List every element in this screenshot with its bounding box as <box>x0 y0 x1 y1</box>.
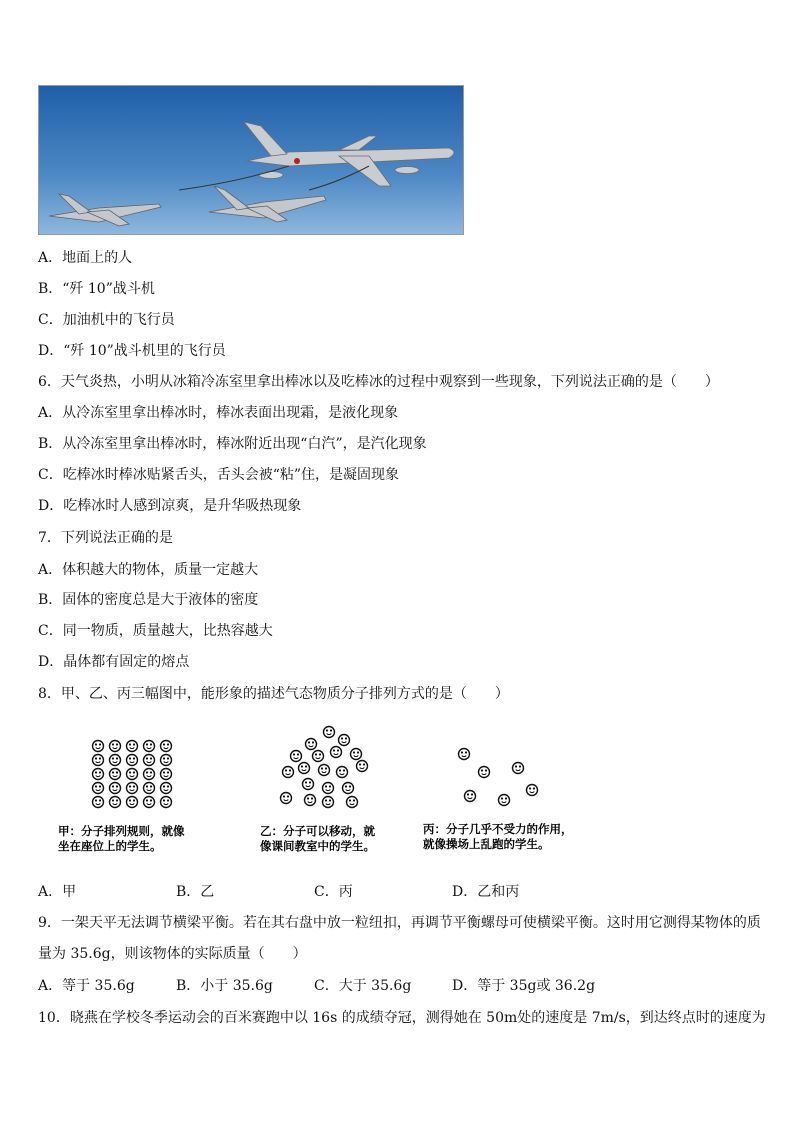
molecule-liquid <box>323 797 334 808</box>
q9-option-d: D．等于 35g或 36.2g <box>452 978 596 994</box>
molecule-liquid <box>313 751 324 762</box>
q10-stem-line1: 10．晓燕在学校冬季运动会的百米赛跑中以 16s 的成绩夺冠，测得她在 50m处的速度是 7m/s，到达终点时的速度为 <box>38 1010 766 1026</box>
caption-bing-line1: 丙：分子几乎不受力的作用， <box>423 822 573 836</box>
q8-option-c: C．丙 <box>314 884 353 900</box>
q6-option-c: C．吃棒冰时棒冰贴紧舌头，舌头会被“粘”住，是凝固现象 <box>38 467 400 483</box>
molecule-liquid <box>331 747 342 758</box>
molecule-liquid <box>283 767 294 778</box>
q7-stem: 7．下列说法正确的是 <box>38 530 173 546</box>
molecule-solid <box>127 797 138 808</box>
q5-option-d: D．“歼 10”战斗机里的飞行员 <box>38 343 226 359</box>
caption-yi-line1: 乙：分子可以移动，就 <box>260 824 375 838</box>
molecule-liquid <box>347 797 358 808</box>
q9-stem-line1: 9．一架天平无法调节横梁平衡。若在其右盘中放一粒纽扣，再调节平衡螺母可使横梁平衡。这时用它测得某物体的质 <box>38 915 761 931</box>
q6-option-d: D．吃棒冰时人感到凉爽，是升华吸热现象 <box>38 498 302 514</box>
q7-option-a: A．体积越大的物体，质量一定越大 <box>38 562 259 578</box>
molecule-liquid <box>319 765 330 776</box>
molecule-diagrams <box>56 722 586 817</box>
molecule-solid <box>161 769 172 780</box>
molecule-liquid <box>306 739 317 750</box>
caption-bing-line2: 就像操场上乱跑的学生。 <box>423 837 550 851</box>
q9-option-a: A．等于 35.6g <box>38 978 135 994</box>
molecule-liquid <box>305 795 316 806</box>
molecule-liquid <box>303 779 314 790</box>
molecule-solid <box>127 769 138 780</box>
molecule-gas <box>465 791 476 802</box>
molecule-solid <box>127 741 138 752</box>
q5-option-c: C．加油机中的飞行员 <box>38 312 175 328</box>
molecule-liquid <box>357 761 368 772</box>
aerial-refueling-photo <box>38 85 464 235</box>
molecule-liquid <box>299 763 310 774</box>
q8-stem: 8．甲、乙、丙三幅图中，能形象的描述气态物质分子排列方式的是（ ） <box>38 686 509 702</box>
molecule-solid <box>144 783 155 794</box>
molecule-solid <box>161 783 172 794</box>
q9-option-c: C．大于 35.6g <box>314 978 412 994</box>
molecule-solid <box>161 755 172 766</box>
molecule-solid <box>161 797 172 808</box>
molecule-liquid <box>324 727 335 738</box>
molecule-liquid <box>351 749 362 760</box>
molecule-solid <box>93 797 104 808</box>
q8-option-a: A．甲 <box>38 884 77 900</box>
molecule-solid <box>144 755 155 766</box>
molecule-gas <box>513 763 524 774</box>
molecule-gas <box>459 749 470 760</box>
molecule-liquid <box>291 751 302 762</box>
q9-option-b: B．小于 35.6g <box>176 978 273 994</box>
molecule-liquid <box>343 783 354 794</box>
q9-options <box>38 976 758 996</box>
molecule-solid <box>93 783 104 794</box>
molecule-solid <box>127 783 138 794</box>
molecule-solid <box>144 769 155 780</box>
molecule-solid <box>161 741 172 752</box>
molecule-solid <box>93 769 104 780</box>
caption-jia-line2: 坐在座位上的学生。 <box>58 839 162 853</box>
molecule-solid <box>144 741 155 752</box>
molecule-solid <box>110 797 121 808</box>
molecule-liquid <box>339 735 350 746</box>
molecule-gas <box>527 785 538 796</box>
molecule-gas <box>479 767 490 778</box>
q9-stem-line2: 量为 35.6g，则该物体的实际质量（ ） <box>38 946 307 962</box>
q7-option-c: C．同一物质，质量越大，比热容越大 <box>38 623 273 639</box>
caption-jia-line1: 甲：分子排列规则，就像 <box>58 824 185 838</box>
molecule-solid <box>93 741 104 752</box>
q5-option-a: A．地面上的人 <box>38 250 133 266</box>
molecule-liquid <box>337 767 348 778</box>
molecule-liquid <box>323 783 334 794</box>
molecule-solid <box>110 741 121 752</box>
q7-option-b: B．固体的密度总是大于液体的密度 <box>38 592 259 608</box>
molecule-arrangement-figure <box>56 722 586 862</box>
molecule-solid <box>110 755 121 766</box>
q8-option-b: B．乙 <box>176 884 215 900</box>
q6-stem: 6．天气炎热，小明从冰箱冷冻室里拿出棒冰以及吃棒冰的过程中观察到一些现象，下列说法正确的是（ ） <box>38 374 719 390</box>
molecule-gas <box>499 795 510 806</box>
molecule-solid <box>110 783 121 794</box>
molecule-solid <box>127 755 138 766</box>
q8-options <box>38 882 758 902</box>
q6-option-b: B．从冷冻室里拿出棒冰时，棒冰附近出现“白汽”，是汽化现象 <box>38 436 427 452</box>
molecule-solid <box>110 769 121 780</box>
q7-option-d: D．晶体都有固定的熔点 <box>38 654 190 670</box>
molecule-solid <box>93 755 104 766</box>
caption-yi-line2: 像课间教室中的学生。 <box>260 839 375 853</box>
q8-option-d: D．乙和丙 <box>452 884 520 900</box>
molecule-liquid <box>281 793 292 804</box>
molecule-solid <box>144 797 155 808</box>
q6-option-a: A．从冷冻室里拿出棒冰时，棒冰表面出现霜，是液化现象 <box>38 405 399 421</box>
q5-option-b: B．“歼 10”战斗机 <box>38 281 155 297</box>
